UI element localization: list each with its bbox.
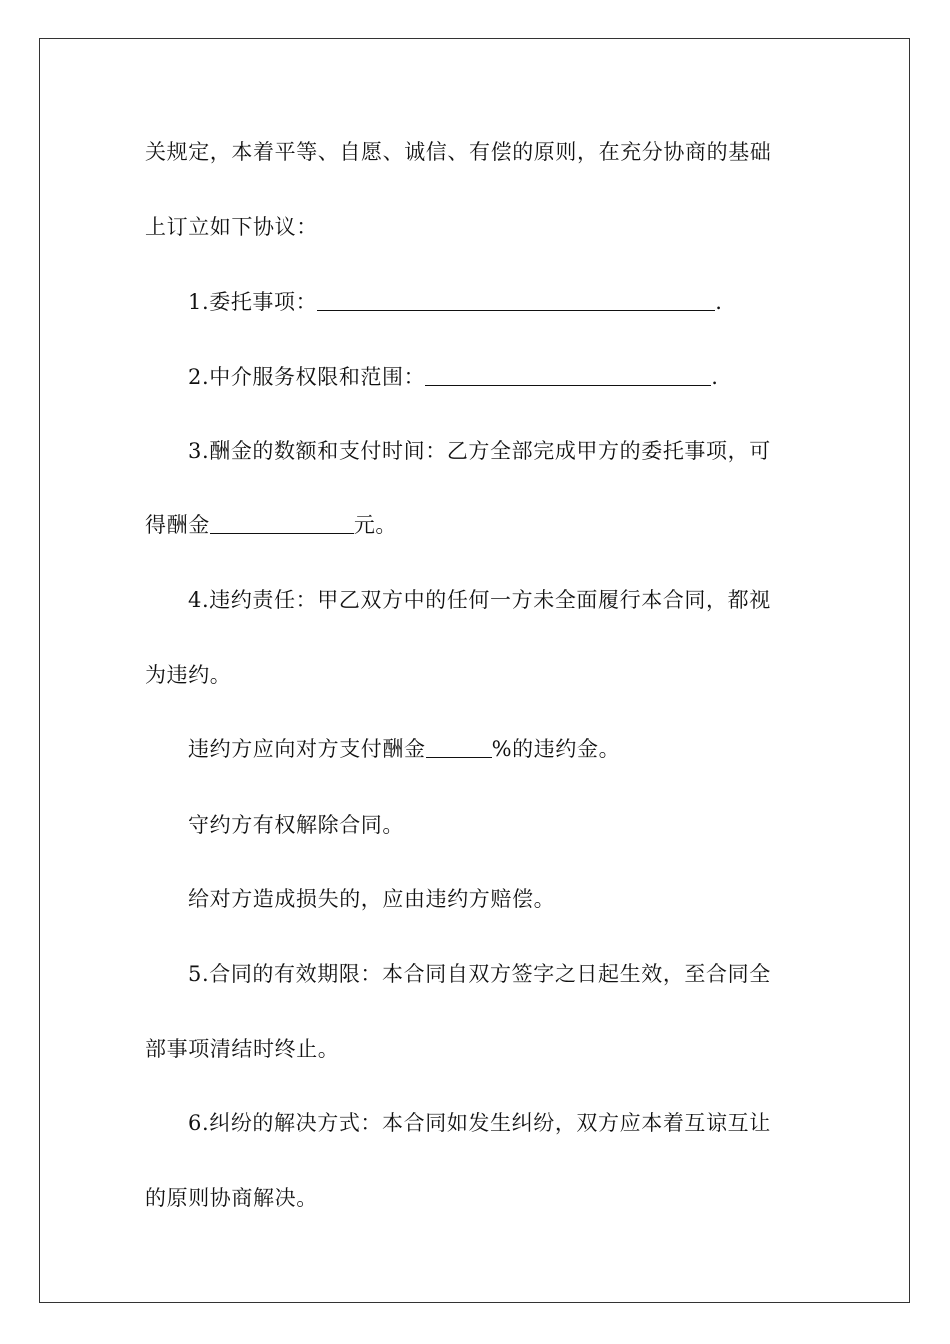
- item-4-terminate: 守约方有权解除合同。: [188, 813, 404, 837]
- penalty-label: 违约方应向对方支付酬金: [188, 737, 426, 761]
- item-1-suffix: .: [715, 290, 723, 314]
- text-line: 关规定，本着平等、自愿、诚信、有偿的原则，在充分协商的基础: [145, 140, 772, 164]
- item-6-dispute: 6.纠纷的解决方式：本合同如发生纠纷，双方应本着互谅互让: [188, 1111, 771, 1135]
- scope-blank[interactable]: [425, 365, 711, 386]
- item-3-amount: [145, 510, 397, 540]
- item-3-label: 得酬金: [145, 513, 210, 537]
- item-1-commission: [188, 287, 723, 317]
- remuneration-blank[interactable]: [210, 513, 354, 534]
- commission-blank[interactable]: [317, 290, 715, 311]
- item-2-suffix: .: [711, 365, 719, 389]
- item-5-validity: 5.合同的有效期限：本合同自双方签字之日起生效，至合同全: [188, 962, 771, 986]
- text-line: 上订立如下协议：: [145, 215, 318, 239]
- penalty-suffix: %的违约金。: [491, 737, 621, 761]
- item-3-remuneration: 3.酬金的数额和支付时间：乙方全部完成甲方的委托事项，可: [188, 439, 771, 463]
- item-4-compensate: 给对方造成损失的，应由违约方赔偿。: [188, 887, 556, 911]
- item-4-breach: 4.违约责任：甲乙双方中的任何一方未全面履行本合同，都视: [188, 588, 771, 612]
- item-2-scope: [188, 362, 719, 392]
- item-3-suffix: 元。: [353, 513, 398, 537]
- item-1-label: 1.委托事项：: [188, 290, 318, 314]
- item-4-penalty: [188, 734, 620, 764]
- item-6-dispute-cont: 的原则协商解决。: [145, 1186, 318, 1210]
- item-2-label: 2.中介服务权限和范围：: [188, 365, 426, 389]
- item-4-breach-cont: 为违约。: [145, 663, 232, 687]
- penalty-percent-blank[interactable]: [426, 737, 492, 758]
- item-5-validity-cont: 部事项清结时终止。: [145, 1037, 340, 1061]
